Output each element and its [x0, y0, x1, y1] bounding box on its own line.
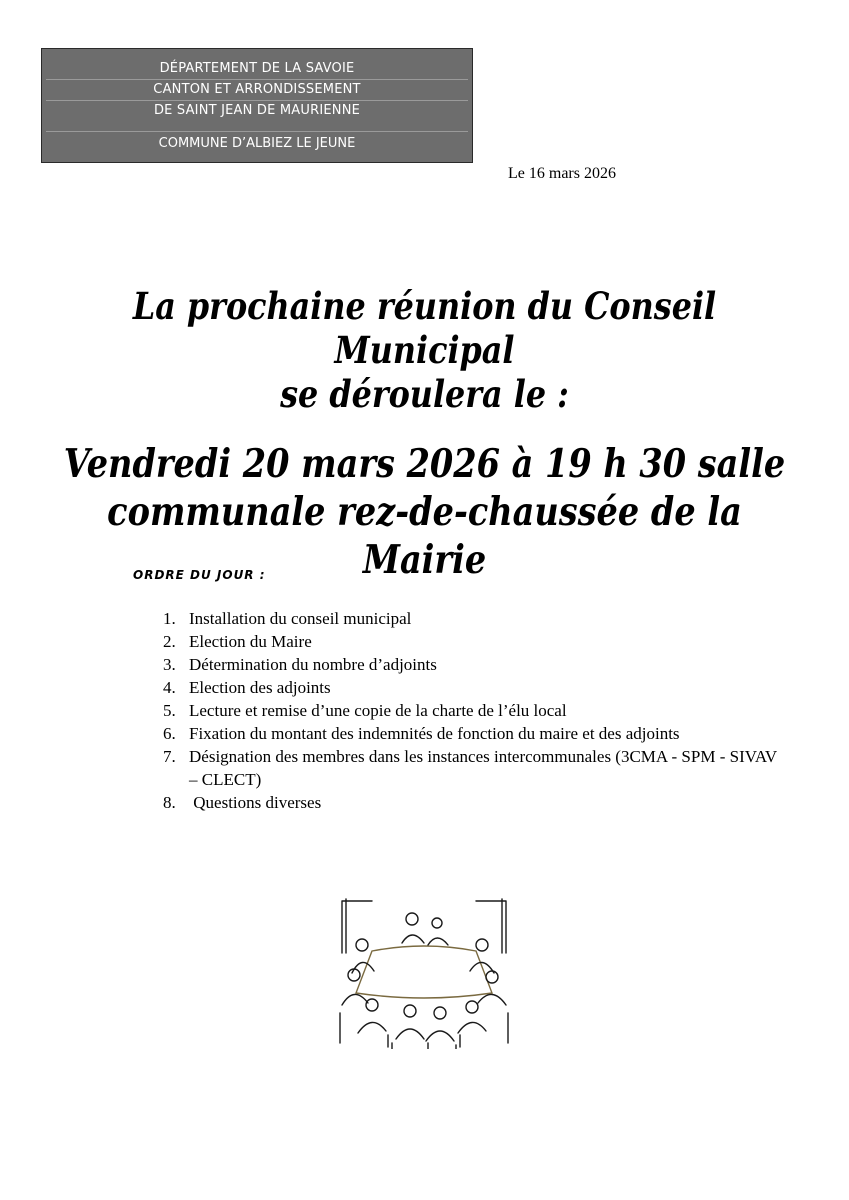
agenda-item: 1. Installation du conseil municipal [163, 609, 412, 628]
council-meeting-illustration-icon [332, 893, 516, 1049]
agenda-item: 8. Questions diverses [163, 793, 322, 812]
agenda-item: 4. Election des adjoints [163, 678, 331, 697]
agenda-item: 7. Désignation des membres dans les instances intercommunales (3CMA - SPM - SIVAV – CLECT) [163, 747, 777, 789]
agenda-item: 5. Lecture et remise d’une copie de la charte de l’élu local [163, 701, 567, 720]
announcement-line-2: se déroulera le : [280, 372, 569, 416]
announcement-line-1: La prochaine réunion du Conseil Municipal [132, 284, 717, 372]
agenda-list [163, 607, 783, 814]
meeting-datetime-location [59, 440, 789, 584]
meeting-when-line-1: Vendredi 20 mars 2026 à 19 h 30 salle [63, 441, 786, 487]
header-divider [46, 131, 468, 132]
commune-header-box [41, 48, 473, 163]
agenda-item: 2. Election du Maire [163, 632, 312, 651]
meeting-when-line-2: communale rez-de-chaussée de la Mairie [107, 489, 742, 583]
document-date: Le 16 mars 2026 [508, 165, 616, 182]
agenda-heading: ORDRE DU JOUR : [133, 568, 266, 582]
agenda-item: 6. Fixation du montant des indemnités de fonction du maire et des adjoints [163, 724, 680, 743]
header-canton: CANTON ET ARRONDISSEMENT [153, 82, 361, 97]
agenda-item: 3. Détermination du nombre d’adjoints [163, 655, 437, 674]
header-arrondissement: DE SAINT JEAN DE MAURIENNE [153, 103, 361, 118]
announcement-title [59, 284, 789, 416]
header-commune: COMMUNE D’ALBIEZ LE JEUNE [158, 136, 356, 151]
header-department: DÉPARTEMENT DE LA SAVOIE [159, 61, 355, 76]
